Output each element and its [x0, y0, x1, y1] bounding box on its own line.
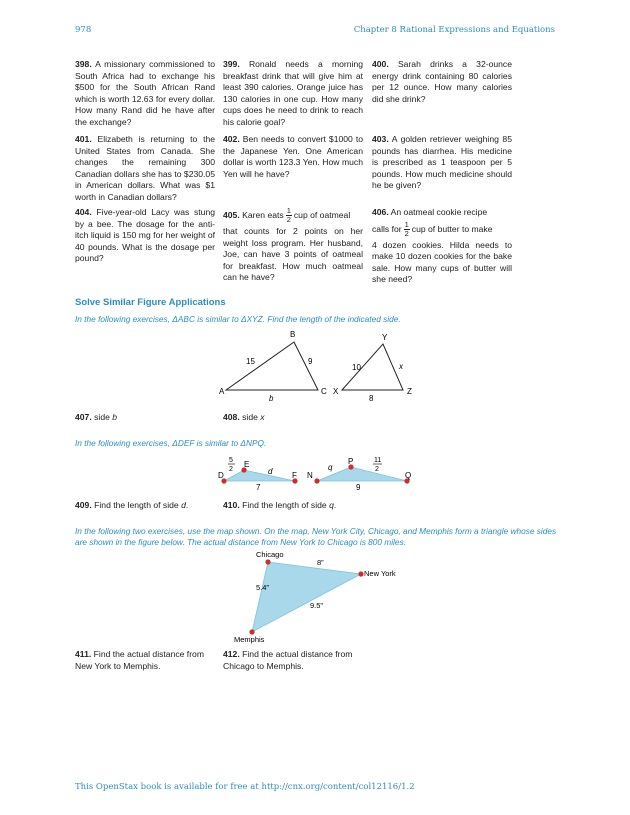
label-p: P — [348, 457, 354, 466]
label-e: E — [244, 460, 250, 469]
similar-triangles-figure — [210, 326, 425, 406]
point-chicago — [265, 559, 270, 564]
side-nq: 9 — [356, 483, 361, 492]
label-n: N — [307, 471, 313, 480]
footer: This OpenStax book is available for free at http://cnx.org/content/col12116/1.2 — [75, 782, 415, 792]
side-xz: 8 — [369, 394, 374, 403]
side-np: q — [328, 463, 333, 472]
section-title: Solve Similar Figure Applications — [75, 297, 226, 308]
side-de-denominator: 2 — [229, 466, 233, 473]
side-new-york-memphis: 9.5” — [310, 601, 323, 610]
side-chicago-memphis: 5.4” — [256, 583, 269, 592]
exercise-400: 400. Sarah drinks a 32-ounce energy drink containing 80 calories per 12 ounce. How many calories did she drink? — [372, 59, 512, 104]
instruction-map: In the following two exercises, use the map shown. On the map, New York City, Chicago, and Memphis form a triangle whose sides are shown in the figure below. The actual distance from New York to Chicago is 800 miles. — [75, 526, 557, 547]
exercise-408: 408. side x — [223, 412, 265, 422]
label-z: Z — [407, 387, 412, 396]
instruction-def-npq: In the following exercises, ΔDEF is similar to ΔNPQ. — [75, 438, 267, 448]
exercise-406: 406. An oatmeal cookie recipe calls for $\frac{1}{2}$ cup of butter to make 4 dozen cookies. Hilda needs to make 10 dozen cookies for the bake sale. How many cups of butter will she need? — [372, 207, 512, 285]
side-xy: 10 — [352, 363, 361, 372]
exercise-407: 407. side b — [75, 412, 118, 422]
triangle-def — [224, 470, 295, 481]
exercise-412: 412. Find the actual distance from Chicago to Memphis. — [223, 649, 353, 671]
fraction-one-half: $\frac{1}{2}$ — [286, 206, 291, 224]
exercise-410: 410. Find the length of side q. — [223, 500, 337, 510]
label-d: D — [218, 471, 224, 480]
label-y: Y — [382, 333, 388, 342]
map-triangle-figure — [225, 548, 415, 644]
side-yz: x — [399, 362, 403, 371]
label-q: Q — [405, 471, 412, 480]
label-b: B — [290, 330, 296, 339]
exercise-404: 404. Five-year-old Lacy was stung by a bee. The dosage for the anti-itch liquid is 150 mg for her weight of 40 pounds. What is the dosage per pound? — [75, 207, 216, 264]
point-n — [314, 478, 319, 483]
exercise-405: 405. Karen eats $\frac{1}{2}$ cup of oatmeal that counts for 2 points on her weight loss program. Her husband, Joe, can have 3 points of oatmeal for breakfast. How much oatmeal can he have? — [223, 206, 363, 283]
side-bc: 9 — [308, 357, 313, 366]
exercise-402: 402. Ben needs to convert $1000 to the Japanese Yen. One American dollar is worth 123.3 Yen. How much Yen will he have? — [223, 134, 363, 179]
page-number: 978 — [75, 25, 92, 35]
side-pq-numerator: 11 — [374, 457, 382, 464]
side-df: 7 — [256, 483, 261, 492]
side-de-numerator: 5 — [229, 457, 233, 464]
exercise-403: 403. A golden retriever weighing 85 pounds has diarrhea. His medicine is prescribed as 1 teaspoon per 5 pounds. How much medicine should he be given? — [372, 134, 512, 191]
exercise-401: 401. Elizabeth is returning to the United States from Canada. She changes the remaining 300 Canadian dollars she has to $230.05 in American dollars. What was $1 worth in Canadian dollars? — [75, 134, 216, 202]
point-new-york — [358, 571, 363, 576]
triangle-abc — [226, 342, 318, 390]
label-c: C — [321, 387, 327, 396]
exercise-399: 399. Ronald needs a morning breakfast drink that will give him at least 390 calories. Orange juice has 130 calories in one cup. How many cups does he need to drink to reach his calorie goal? — [223, 59, 364, 127]
label-memphis: Memphis — [234, 635, 265, 644]
side-ef: d — [268, 467, 273, 476]
instruction-abc-xyz: In the following exercises, ΔABC is similar to ΔXYZ. Find the length of the indicated side. — [75, 314, 401, 324]
exercise-411: 411. Find the actual distance from New York to Memphis. — [75, 649, 204, 671]
point-memphis — [249, 629, 254, 634]
side-chicago-new-york: 8” — [317, 558, 324, 567]
label-f: F — [292, 471, 297, 480]
label-chicago: Chicago — [256, 550, 284, 559]
exercise-398: 398. A missionary commissioned to South Africa had to exchange his $500 for the South African Rand which is worth 12.63 for every dollar. How many Rand did he have after the exchange? — [75, 59, 215, 127]
side-pq-denominator: 2 — [375, 466, 379, 473]
exercise-409: 409. Find the length of side d. — [75, 500, 189, 510]
side-ab: 15 — [246, 357, 255, 366]
similar-flat-triangles-figure — [210, 452, 425, 492]
fraction-one-half: $\frac{1}{2}$ — [404, 219, 409, 238]
chapter-title: Chapter 8 Rational Expressions and Equations — [353, 25, 555, 35]
label-new-york: New York — [364, 569, 396, 578]
label-x: X — [333, 387, 339, 396]
city-triangle — [252, 562, 361, 632]
side-ac: b — [269, 394, 274, 403]
label-a: A — [219, 387, 225, 396]
